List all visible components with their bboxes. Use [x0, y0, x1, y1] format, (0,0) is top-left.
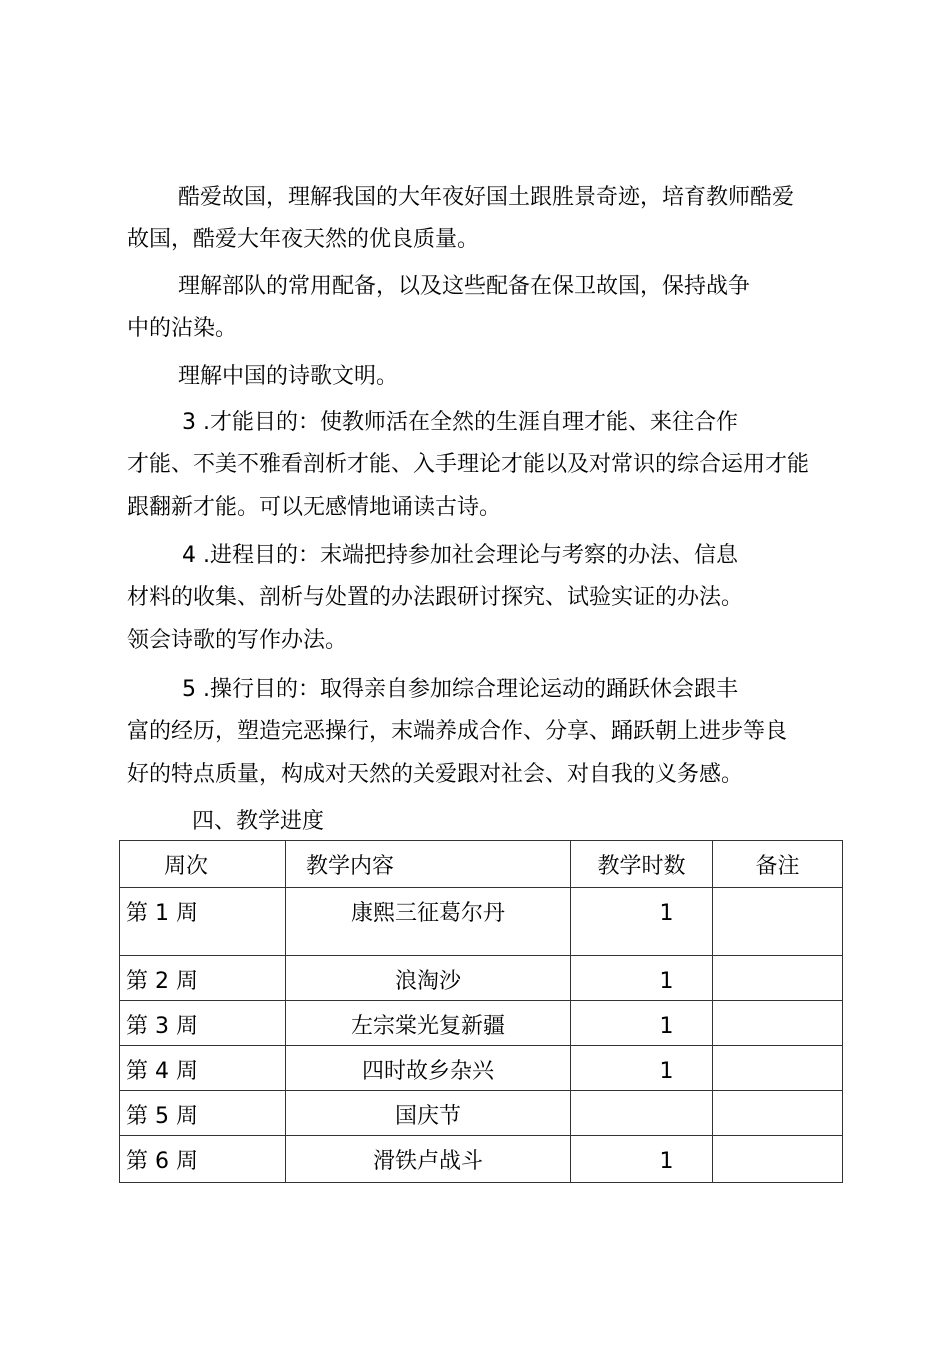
table-row [120, 1046, 843, 1091]
paragraph-6-line-1: 5 .操行目的：取得亲自参加综合理论运动的踊跃休会跟丰 [182, 677, 738, 702]
content-cell: 康熙三征葛尔丹 [286, 888, 571, 956]
header-cell-content: 教学内容 [286, 841, 571, 888]
content-cell: 四时故乡杂兴 [286, 1046, 571, 1091]
paragraph-4-line-1: 3 .才能目的：使教师活在全然的生涯自理才能、来往合作 [182, 410, 738, 435]
paragraph-1-line-1: 酷爱故国，理解我国的大年夜好国土跟胜景奇迹，培育教师酷爱 [178, 185, 795, 210]
content-cell: 国庆节 [286, 1091, 571, 1136]
header-cell-hours: 教学时数 [571, 841, 713, 888]
header-cell-week: 周次 [120, 841, 286, 888]
content-cell: 浪淘沙 [286, 956, 571, 1001]
hours-cell [571, 1091, 713, 1136]
note-cell [713, 888, 843, 956]
paragraph-4-line-2: 才能、不美不雅看剖析才能、入手理论才能以及对常识的综合运用才能 [127, 452, 810, 477]
hours-cell: 1 [571, 1046, 713, 1091]
table-header-row [120, 841, 843, 888]
paragraph-2-line-2: 中的沾染。 [127, 316, 238, 341]
hours-cell: 1 [571, 956, 713, 1001]
table-row [120, 1091, 843, 1136]
note-cell [713, 1001, 843, 1046]
table-row [120, 888, 843, 956]
header-cell-note: 备注 [713, 841, 843, 888]
hours-cell: 1 [571, 1001, 713, 1046]
paragraph-3-line-1: 理解中国的诗歌文明。 [178, 364, 399, 389]
week-cell: 第 5 周 [120, 1091, 286, 1136]
teaching-schedule-table [119, 840, 843, 1183]
week-cell: 第 4 周 [120, 1046, 286, 1091]
paragraph-5-line-3: 领会诗歌的写作办法。 [127, 628, 348, 653]
note-cell [713, 1046, 843, 1091]
week-cell: 第 2 周 [120, 956, 286, 1001]
week-cell: 第 1 周 [120, 888, 286, 956]
paragraph-1-line-2: 故国，酷爱大年夜天然的优良质量。 [127, 227, 480, 252]
paragraph-4-line-3: 跟翻新才能。可以无感情地诵读古诗。 [127, 495, 502, 520]
table-row [120, 1001, 843, 1046]
note-cell [713, 956, 843, 1001]
content-cell: 左宗棠光复新疆 [286, 1001, 571, 1046]
table-row [120, 956, 843, 1001]
paragraph-6-line-2: 富的经历，塑造完恶操行，末端养成合作、分享、踊跃朝上进步等良 [127, 719, 788, 744]
paragraph-5-line-1: 4 .进程目的：末端把持参加社会理论与考察的办法、信息 [182, 543, 738, 568]
hours-cell: 1 [571, 1136, 713, 1183]
hours-cell: 1 [571, 888, 713, 956]
note-cell [713, 1136, 843, 1183]
week-cell: 第 6 周 [120, 1136, 286, 1183]
week-cell: 第 3 周 [120, 1001, 286, 1046]
paragraph-6-line-3: 好的特点质量，构成对天然的关爱跟对社会、对自我的义务感。 [127, 762, 744, 787]
paragraph-2-line-1: 理解部队的常用配备，以及这些配备在保卫故国，保持战争 [178, 274, 751, 299]
table-row [120, 1136, 843, 1183]
note-cell [713, 1091, 843, 1136]
content-cell: 滑铁卢战斗 [286, 1136, 571, 1183]
section-title: 四、教学进度 [192, 809, 325, 834]
paragraph-5-line-2: 材料的收集、剖析与处置的办法跟研讨探究、试验实证的办法。 [127, 585, 744, 610]
